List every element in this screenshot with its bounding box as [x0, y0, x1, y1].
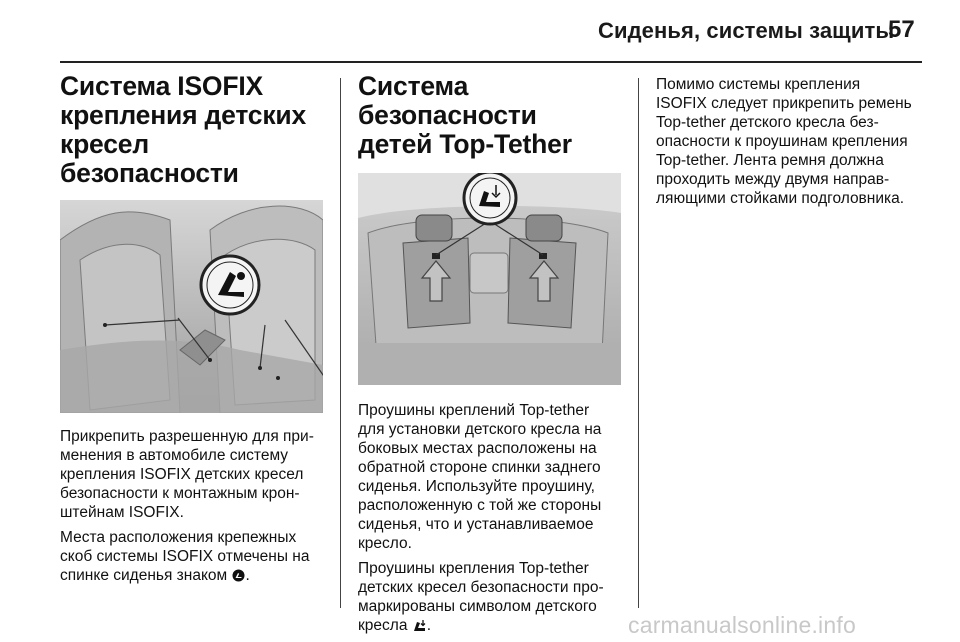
isofix-section [60, 72, 330, 591]
tether-callout-icon [464, 173, 516, 224]
header-divider [60, 61, 922, 63]
top-tether-symbol-icon [413, 619, 427, 632]
isofix-heading: Система ISOFIX крепления детских кресел безопасности [60, 71, 307, 188]
column-divider [638, 78, 639, 608]
isofix-paragraph-1: Прикрепить разрешенную для при- менения в автомобиле систему крепления ISOFIX детских кресел безопасности к монтажным крон- штейнам ISOFIX. [60, 428, 314, 521]
trunk-seat-drawing [358, 173, 621, 385]
top-tether-paragraph-1: Проушины креплений Top-tether для установки детского кресла на боковых местах расположены на обратной стороне спинки заднего сиденья. Используйте проушину, расположенную с той же стороны сиденья, что и устанавливаемое кресло. [358, 402, 602, 552]
running-title: Сиденья, системы защиты [598, 18, 895, 43]
top-tether-illustration [358, 173, 621, 385]
top-tether-heading: Система безопасности детей Top-Tether [358, 71, 572, 159]
isofix-paragraph-2: Места расположения крепежных скоб системы ISOFIX отмечены на спинке сиденья знаком . [60, 529, 310, 584]
isofix-seat-illustration [60, 200, 323, 413]
tether-instructions-section [656, 75, 941, 214]
tether-instructions-paragraph: Помимо системы крепления ISOFIX следует прикрепить ремень Top-tether детского кресла без- опасности к проушинам крепления Top-tether. Лента ремня должна проходить между двумя направ- ляющими стойками подголовника. [656, 76, 912, 207]
watermark: carmanualsonline.info [628, 612, 856, 638]
rear-seat-drawing [60, 200, 323, 413]
isofix-symbol-icon [232, 569, 245, 582]
top-tether-section [358, 72, 628, 641]
isofix-callout-icon [201, 256, 259, 314]
page-number: 57 [888, 16, 915, 43]
column-divider [340, 78, 341, 608]
top-tether-paragraph-2: Проушины крепления Top-tether детских кресел безопасности про- маркированы символом детского кресла . [358, 560, 604, 634]
